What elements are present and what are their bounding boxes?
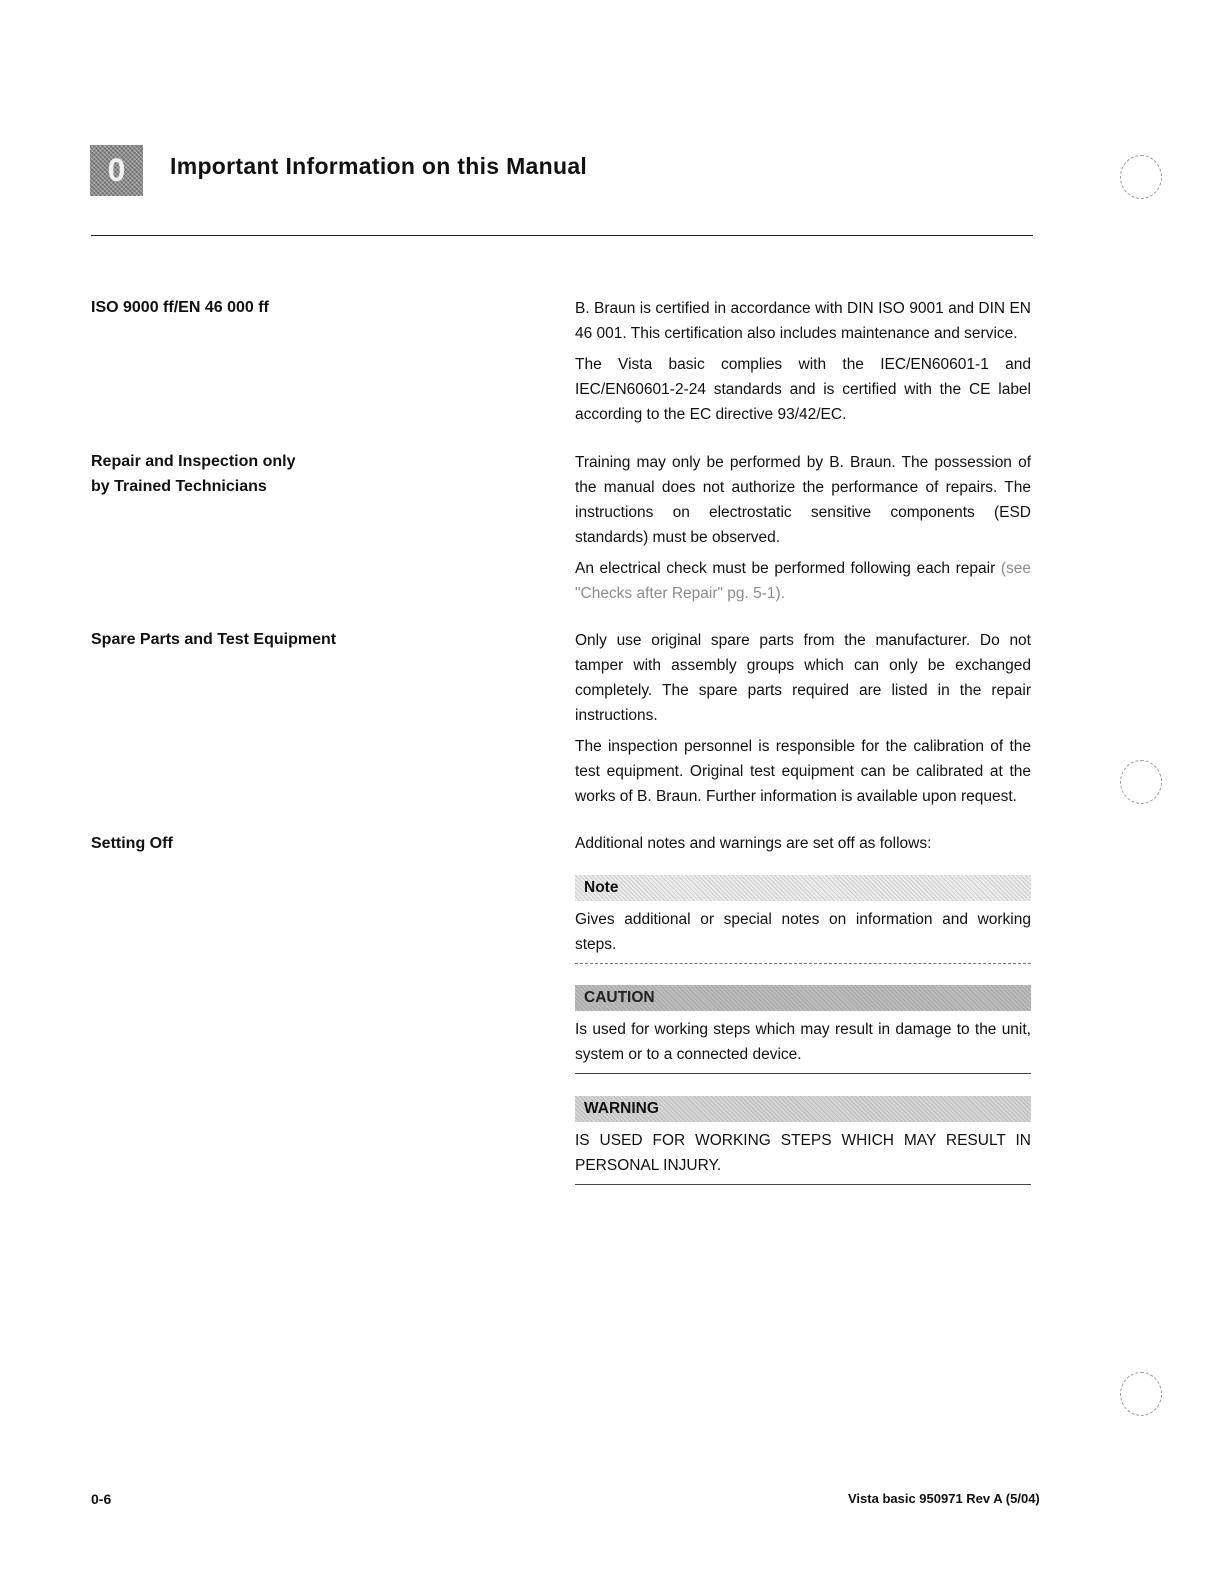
- repair-section-body: [575, 450, 1031, 612]
- warning-box: [575, 1096, 1031, 1185]
- repair-label-line-1: Repair and Inspection only: [91, 453, 296, 470]
- iso-section-body: [575, 296, 1031, 433]
- repair-label-line-2: by Trained Technicians: [91, 478, 267, 495]
- caution-text: Is used for working steps which may result in damage to the unit, system or to a connected device.: [575, 1021, 1031, 1063]
- binder-hole-icon: [1120, 760, 1162, 804]
- page-number: 0-6: [91, 1491, 112, 1507]
- repair-paragraph-2: [575, 556, 1031, 606]
- note-divider: [575, 963, 1031, 964]
- setting-off-label: Setting Off: [91, 835, 173, 852]
- chapter-number-badge: 0: [90, 145, 143, 196]
- caution-box: [575, 985, 1031, 1074]
- binder-hole-icon: [1120, 1372, 1162, 1416]
- binder-hole-icon: [1120, 155, 1162, 199]
- note-text: Gives additional or special notes on information and working steps.: [575, 911, 1031, 953]
- iso-section-label: ISO 9000 ff/EN 46 000 ff: [91, 299, 269, 316]
- caution-divider: [575, 1073, 1031, 1074]
- page-title: Important Information on this Manual: [170, 153, 588, 179]
- header-divider: [91, 235, 1033, 236]
- setting-off-intro: Additional notes and warnings are set off as follows:: [575, 835, 932, 852]
- warning-divider: [575, 1184, 1031, 1185]
- repair-section-label: [91, 449, 295, 499]
- repair-paragraph-2-main: An electrical check must be performed following each repair: [575, 560, 1001, 577]
- note-heading: Note: [575, 875, 1031, 901]
- spare-paragraph-1: Only use original spare parts from the manufacturer. Do not tamper with assembly groups which can only be exchanged completely. The spare parts required are listed in the repair instructions.: [575, 632, 1031, 724]
- iso-paragraph-1: B. Braun is certified in accordance with DIN ISO 9001 and DIN EN 46 001. This certification also includes maintenance and service.: [575, 300, 1031, 342]
- spare-section-body: [575, 628, 1031, 815]
- spare-paragraph-2: The inspection personnel is responsible for the calibration of the test equipment. Original test equipment can be calibrated at the works of B. Braun. Further information is available upon request.: [575, 738, 1031, 805]
- document-id: Vista basic 950971 Rev A (5/04): [848, 1491, 1040, 1506]
- note-box: [575, 875, 1031, 964]
- repair-paragraph-1: Training may only be performed by B. Braun. The possession of the manual does not authorize the performance of repairs. The instructions on electrostatic sensitive components (ESD standards) must be observed.: [575, 454, 1031, 546]
- warning-text: IS USED FOR WORKING STEPS WHICH MAY RESULT IN PERSONAL INJURY.: [575, 1132, 1031, 1174]
- caution-heading: CAUTION: [575, 985, 1031, 1011]
- warning-heading: WARNING: [575, 1096, 1031, 1122]
- spare-section-label: Spare Parts and Test Equipment: [91, 631, 337, 648]
- checks-after-repair-link[interactable]: (see "Checks after Repair" pg. 5-1).: [575, 560, 1031, 602]
- iso-paragraph-2: The Vista basic complies with the IEC/EN60601-1 and IEC/EN60601-2-24 standards and is certified with the CE label according to the EC directive 93/42/EC.: [575, 356, 1031, 423]
